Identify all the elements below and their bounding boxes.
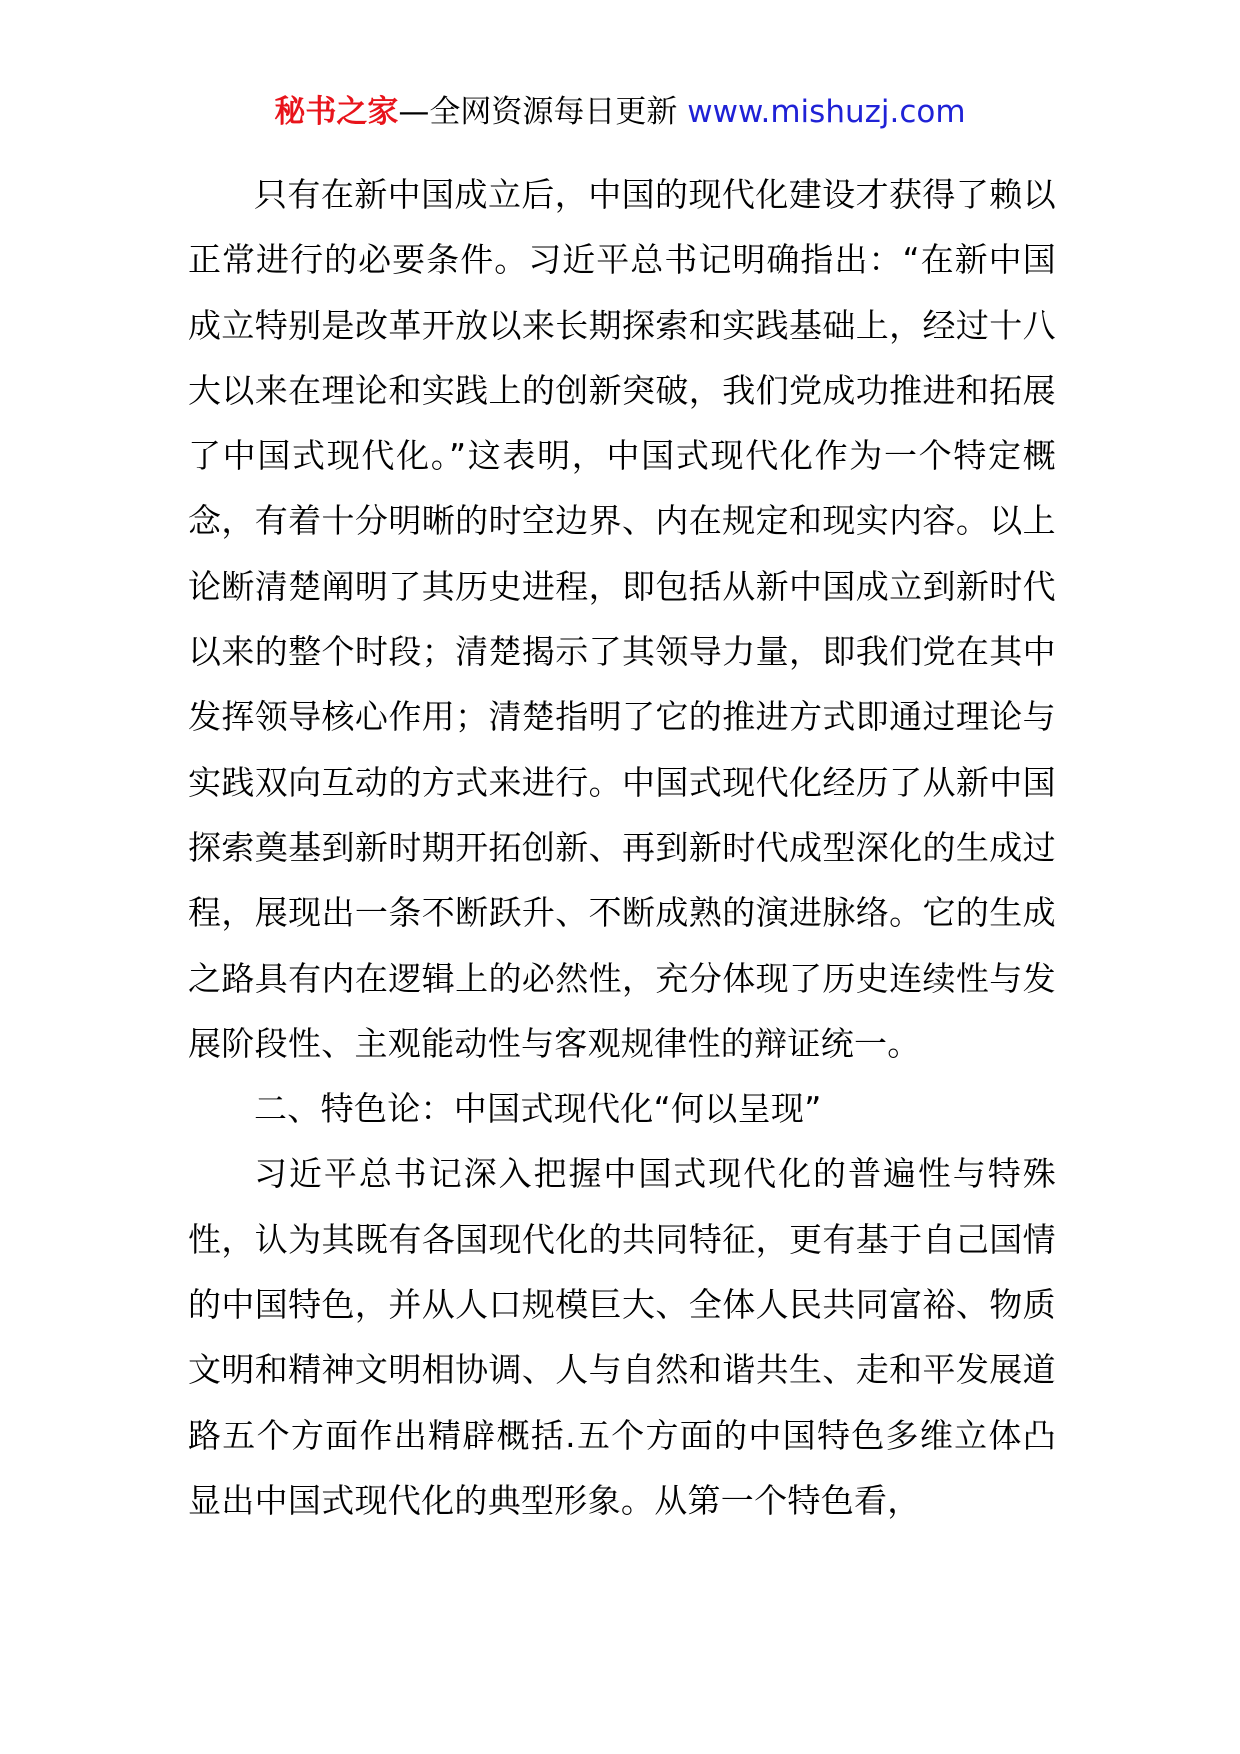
site-tagline: —全网资源每日更新 — [398, 94, 678, 130]
document-body — [188, 162, 1056, 1533]
site-url-link[interactable]: www.mishuzj.com — [687, 94, 966, 130]
section-heading: 二、特色论：中国式现代化“何以呈现” — [254, 1089, 822, 1129]
body-paragraph: 只有在新中国成立后，中国的现代化建设才获得了赖以正常进行的必要条件。习近平总书记明确指出：“在新中国成立特别是改革开放以来长期探索和实践基础上，经过十八大以来在理论和实践上的创新突破，我们党成功推进和拓展了中国式现代化。”这表明，中国式现代化作为一个特定概念，有着十分明晰的时空边界、内在规定和现实内容。以上论断清楚阐明了其历史进程，即包括从新中国成立到新时代以来的整个时段；清楚揭示了其领导力量，即我们党在其中发挥领导核心作用；清楚指明了它的推进方式即通过理论与实践双向互动的方式来进行。中国式现代化经历了从新中国探索奠基到新时期开拓创新、再到新时代成型深化的生成过程，展现出一条不断跃升、不断成熟的演进脉络。它的生成之路具有内在逻辑上的必然性，充分体现了历史连续性与发展阶段性、主观能动性与客观规律性的辩证统一。 — [188, 175, 1056, 1063]
site-brand: 秘书之家 — [274, 94, 399, 130]
site-header — [0, 92, 1240, 132]
body-paragraph: 习近平总书记深入把握中国式现代化的普遍性与特殊性，认为其既有各国现代化的共同特征，更有基于自己国情的中国特色，并从人口规模巨大、全体人民共同富裕、物质文明和精神文明相协调、人与自然和谐共生、走和平发展道路五个方面作出精辟概括.五个方面的中国特色多维立体凸显出中国式现代化的典型形象。从第一个特色看， — [188, 1154, 1056, 1520]
